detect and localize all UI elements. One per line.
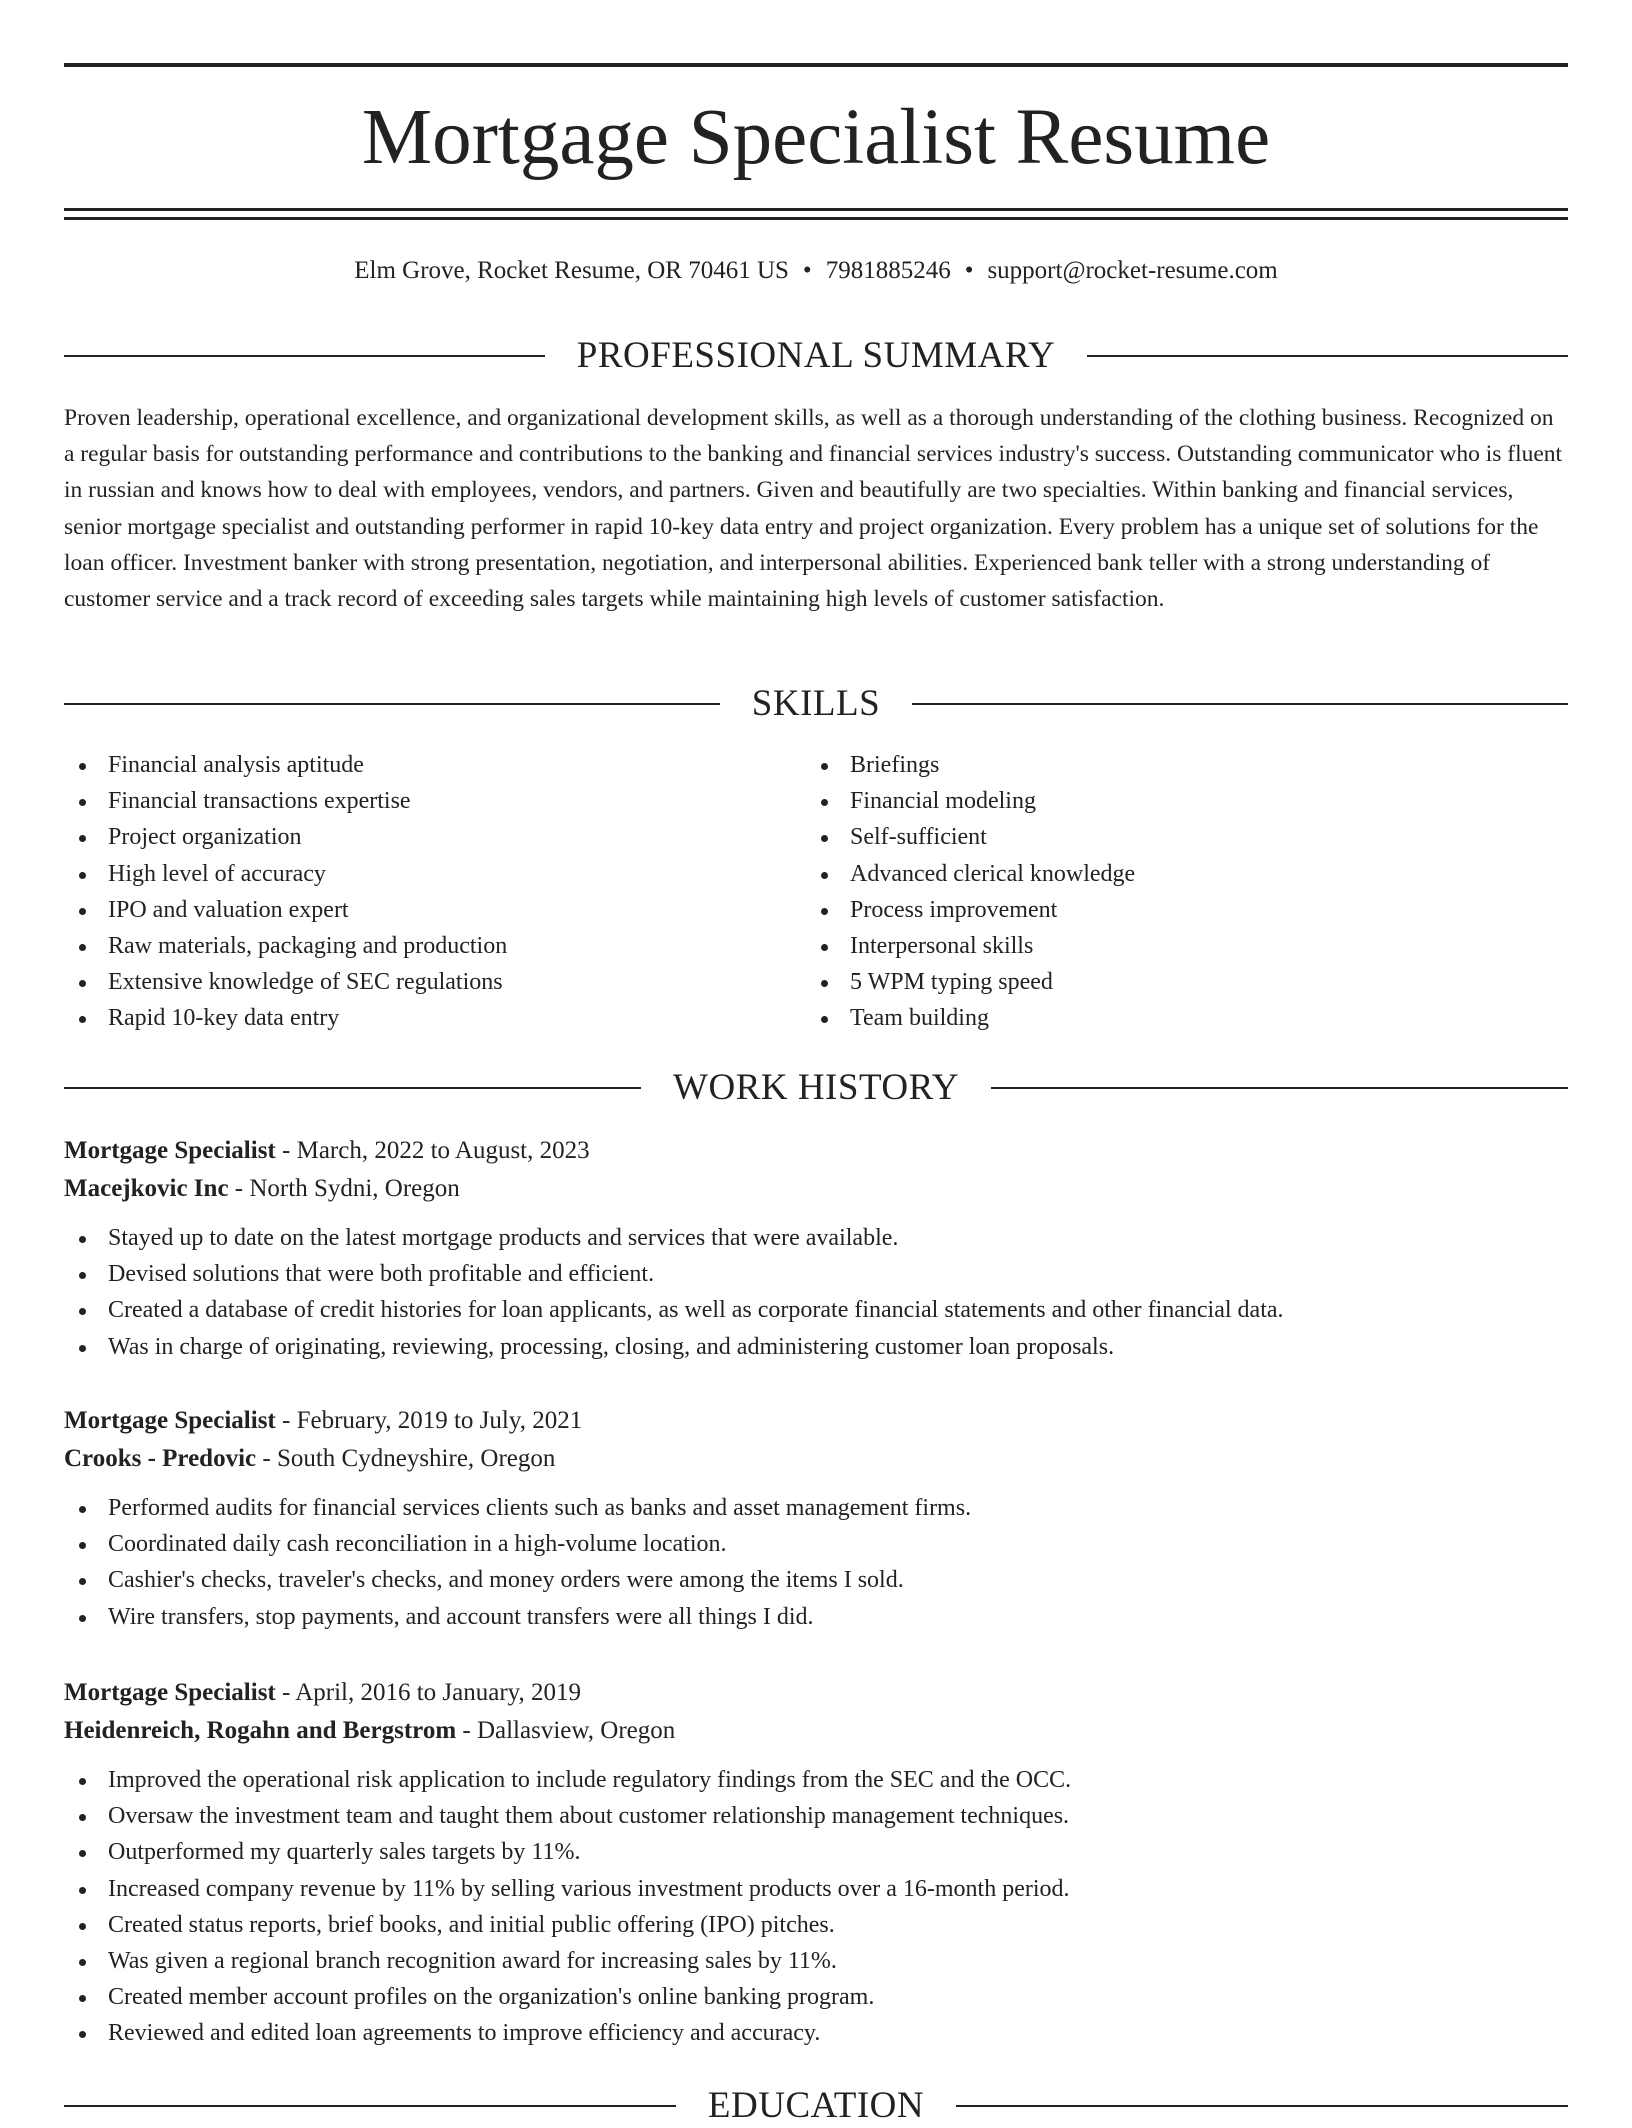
contact-line — [64, 253, 1568, 289]
job-bullet: Was given a regional branch recognition award for increasing sales by 11%. — [64, 1943, 1568, 1979]
job-bullet: Reviewed and edited loan agreements to improve efficiency and accuracy. — [64, 2015, 1568, 2051]
skill-item: Self-sufficient — [806, 819, 1506, 855]
job-company: Crooks - Predovic — [64, 1445, 257, 1472]
skill-item: Process improvement — [806, 892, 1506, 928]
divider — [912, 703, 1568, 705]
job-bullet: Outperformed my quarterly sales targets by 11%. — [64, 1834, 1568, 1870]
job-bullet: Stayed up to date on the latest mortgage products and services that were available. — [64, 1220, 1568, 1256]
skill-item: Rapid 10-key data entry — [64, 1000, 764, 1036]
section-header-summary — [64, 334, 1568, 378]
job-bullet: Oversaw the investment team and taught them about customer relationship management techniques. — [64, 1798, 1568, 1834]
job-bullet: Created status reports, brief books, and initial public offering (IPO) pitches. — [64, 1907, 1568, 1943]
divider — [956, 2105, 1568, 2107]
section-header-work-history — [64, 1066, 1568, 1110]
top-rule — [64, 63, 1568, 67]
job-bullet: Was in charge of originating, reviewing, processing, closing, and administering customer loan proposals. — [64, 1329, 1568, 1365]
section-title: SKILLS — [751, 683, 881, 724]
job-company: Heidenreich, Rogahn and Bergstrom — [64, 1717, 457, 1744]
skill-item: High level of accuracy — [64, 856, 764, 892]
skill-item: Financial analysis aptitude — [64, 747, 764, 783]
job-entry — [64, 1132, 1568, 1365]
skill-item: Raw materials, packaging and production — [64, 928, 764, 964]
job-bullet: Wire transfers, stop payments, and account transfers were all things I did. — [64, 1599, 1568, 1635]
section-title: WORK HISTORY — [673, 1067, 959, 1108]
job-dates: - February, 2019 to July, 2021 — [275, 1407, 583, 1434]
job-entry — [64, 1674, 1568, 2052]
job-location: - Dallasview, Oregon — [456, 1717, 676, 1744]
job-bullet: Improved the operational risk application to include regulatory findings from the SEC and the OCC. — [64, 1762, 1568, 1798]
job-bullet: Increased company revenue by 11% by selling various investment products over a 16-month period. — [64, 1871, 1568, 1907]
skills-list-left — [64, 747, 764, 1037]
contact-separator: • — [964, 257, 974, 284]
skill-item: Financial modeling — [806, 783, 1506, 819]
job-location: - North Sydni, Oregon — [228, 1175, 460, 1202]
section-header-education — [64, 2084, 1568, 2128]
job-bullets — [64, 1220, 1568, 1365]
job-bullet: Created member account profiles on the organization's online banking program. — [64, 1979, 1568, 2015]
job-role: Mortgage Specialist — [64, 1407, 276, 1434]
section-header-skills — [64, 682, 1568, 726]
job-company-line — [64, 1712, 1568, 1750]
job-bullet: Cashier's checks, traveler's checks, and money orders were among the items I sold. — [64, 1562, 1568, 1598]
skill-item: IPO and valuation expert — [64, 892, 764, 928]
job-role: Mortgage Specialist — [64, 1679, 276, 1706]
summary-paragraph: Proven leadership, operational excellence, and organizational development skills, as well as a thorough understanding of the clothing business. Recognized on a regular basis for outstanding performance and contributions to the banking and financial services industry's success. Outstanding communicator who is fluent in russian and knows how to deal with employees, vendors, and partners. Given and beautifully are two specialties. Within banking and financial services, senior mortgage specialist and outstanding performer in rapid 10-key data entry and project organization. Every problem has a unique set of solutions for the loan officer. Investment banker with strong presentation, negotiation, and interpersonal abilities. Experienced bank teller with a strong understanding of customer service and a track record of exceeding sales targets while maintaining high levels of customer satisfaction. — [64, 405, 1563, 613]
contact-email: support@rocket-resume.com — [987, 257, 1278, 284]
skill-item: 5 WPM typing speed — [806, 964, 1506, 1000]
section-title: EDUCATION — [707, 2085, 925, 2126]
job-title-line — [64, 1132, 1568, 1170]
divider — [64, 2105, 676, 2107]
job-company-line — [64, 1170, 1568, 1208]
job-bullet: Coordinated daily cash reconciliation in a high-volume location. — [64, 1526, 1568, 1562]
job-bullets — [64, 1490, 1568, 1635]
job-role: Mortgage Specialist — [64, 1137, 276, 1164]
job-title-line — [64, 1402, 1568, 1440]
skill-item: Team building — [806, 1000, 1506, 1036]
skill-item: Financial transactions expertise — [64, 783, 764, 819]
title-double-rule — [64, 208, 1568, 220]
job-company-line — [64, 1440, 1568, 1478]
skill-item: Extensive knowledge of SEC regulations — [64, 964, 764, 1000]
job-dates: - April, 2016 to January, 2019 — [275, 1679, 582, 1706]
skills-list-right — [806, 747, 1506, 1037]
job-location: - South Cydneyshire, Oregon — [256, 1445, 556, 1472]
page-title: Mortgage Specialist Resume — [361, 94, 1271, 181]
divider — [64, 703, 720, 705]
contact-phone: 7981885246 — [825, 257, 951, 284]
divider — [991, 1087, 1568, 1089]
skill-item: Project organization — [64, 819, 764, 855]
skill-item: Advanced clerical knowledge — [806, 856, 1506, 892]
section-title: PROFESSIONAL SUMMARY — [576, 335, 1056, 376]
skill-item: Interpersonal skills — [806, 928, 1506, 964]
contact-separator: • — [802, 257, 812, 284]
job-bullet: Performed audits for financial services clients such as banks and asset management firms. — [64, 1490, 1568, 1526]
contact-address: Elm Grove, Rocket Resume, OR 70461 US — [354, 257, 789, 284]
job-dates: - March, 2022 to August, 2023 — [275, 1137, 590, 1164]
skill-item: Briefings — [806, 747, 1506, 783]
job-bullets — [64, 1762, 1568, 2052]
divider — [1087, 355, 1568, 357]
job-company: Macejkovic Inc — [64, 1175, 229, 1202]
job-title-line — [64, 1674, 1568, 1712]
divider — [64, 355, 545, 357]
job-bullet: Created a database of credit histories for loan applicants, as well as corporate financial statements and other financial data. — [64, 1292, 1568, 1328]
divider — [64, 1087, 641, 1089]
job-bullet: Devised solutions that were both profitable and efficient. — [64, 1256, 1568, 1292]
job-entry — [64, 1402, 1568, 1635]
